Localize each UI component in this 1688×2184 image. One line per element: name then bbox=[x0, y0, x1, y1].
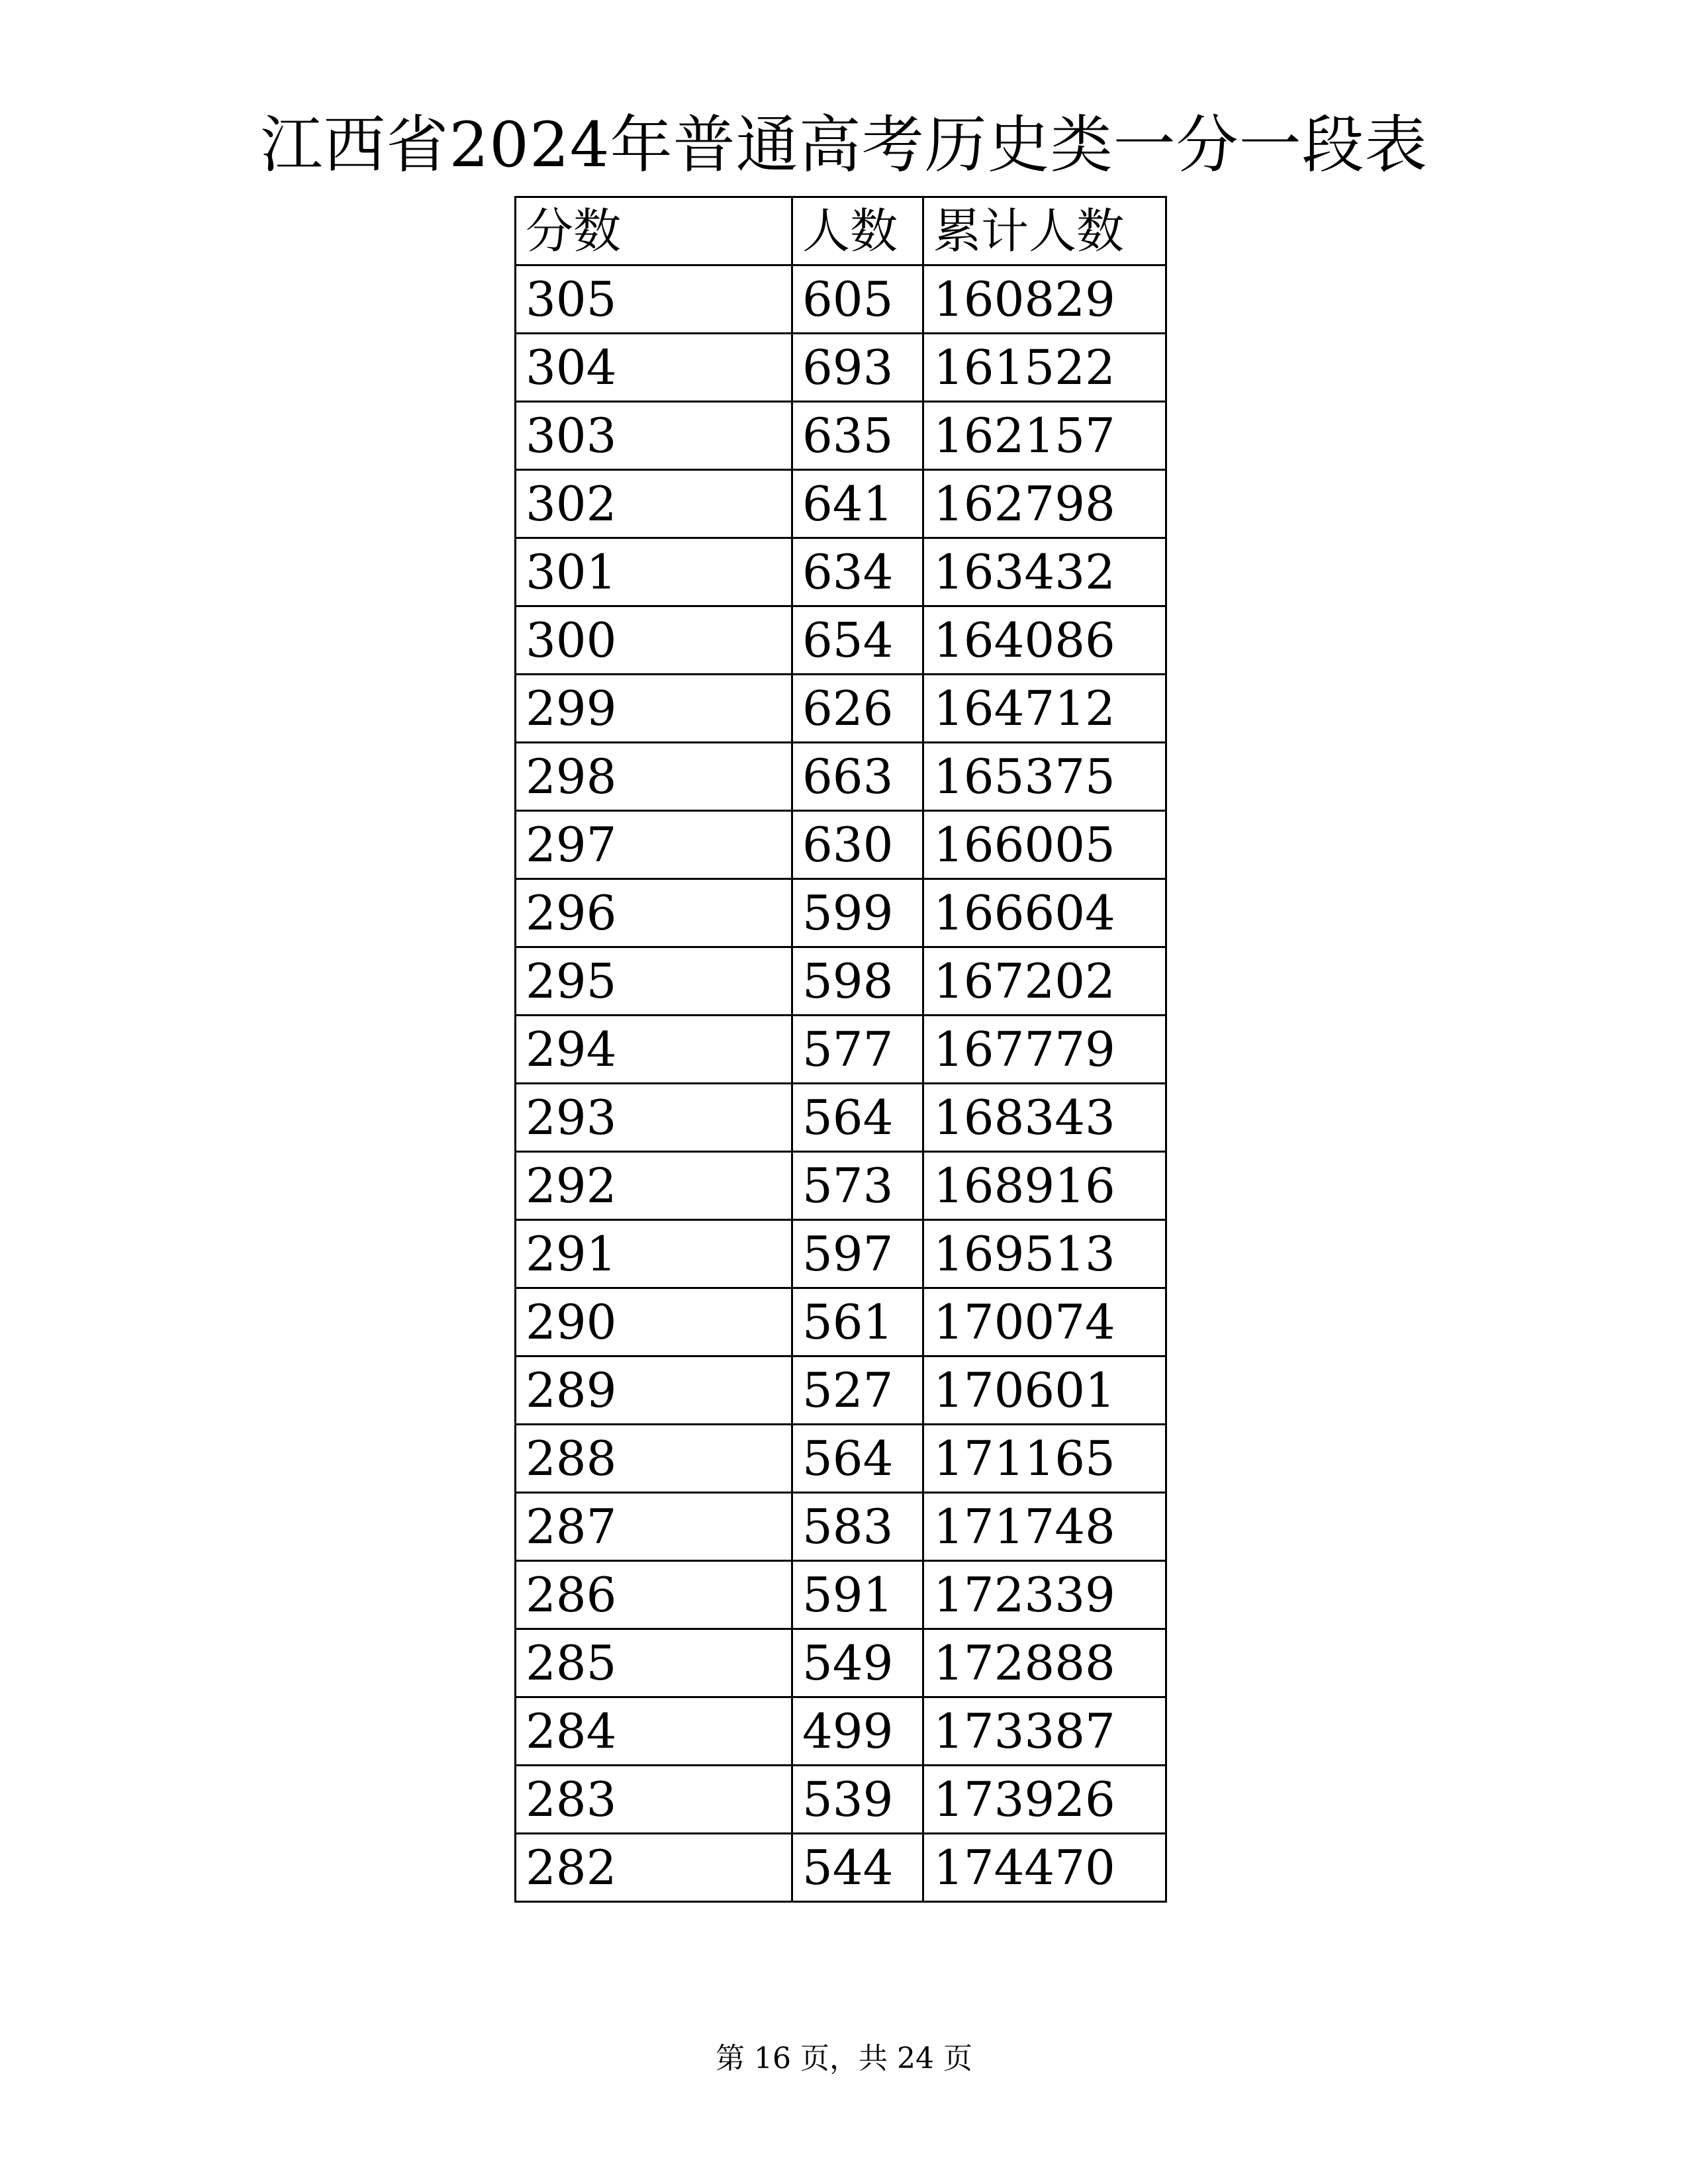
table-row bbox=[516, 1356, 1166, 1425]
cell-cumulative: 161522 bbox=[923, 334, 1166, 402]
cell-cumulative: 171165 bbox=[923, 1425, 1166, 1493]
table-row bbox=[516, 334, 1166, 402]
cell-score: 291 bbox=[516, 1220, 792, 1288]
cell-score: 287 bbox=[516, 1493, 792, 1561]
cell-score: 297 bbox=[516, 811, 792, 879]
cell-count: 630 bbox=[792, 811, 923, 879]
cell-count: 641 bbox=[792, 470, 923, 538]
page-footer: 第 16 页，共 24 页 bbox=[716, 2042, 972, 2075]
table-row bbox=[516, 1561, 1166, 1629]
cell-score: 286 bbox=[516, 1561, 792, 1629]
cell-count: 605 bbox=[792, 265, 923, 334]
cell-cumulative: 168343 bbox=[923, 1084, 1166, 1152]
table-body bbox=[516, 265, 1166, 1902]
cell-cumulative: 168916 bbox=[923, 1152, 1166, 1220]
cell-score: 290 bbox=[516, 1288, 792, 1356]
table-row bbox=[516, 947, 1166, 1016]
cell-count: 634 bbox=[792, 538, 923, 606]
table-row bbox=[516, 1084, 1166, 1152]
cell-score: 288 bbox=[516, 1425, 792, 1493]
cell-cumulative: 163432 bbox=[923, 538, 1166, 606]
table-row bbox=[516, 606, 1166, 675]
cell-score: 305 bbox=[516, 265, 792, 334]
table-row bbox=[516, 1288, 1166, 1356]
table-row bbox=[516, 675, 1166, 743]
cell-score: 298 bbox=[516, 743, 792, 811]
cell-count: 583 bbox=[792, 1493, 923, 1561]
cell-score: 294 bbox=[516, 1016, 792, 1084]
cell-cumulative: 170601 bbox=[923, 1356, 1166, 1425]
cell-count: 573 bbox=[792, 1152, 923, 1220]
table-row bbox=[516, 1425, 1166, 1493]
page-title: 江西省2024年普通高考历史类一分一段表 bbox=[260, 109, 1428, 181]
table-row bbox=[516, 402, 1166, 470]
table-row bbox=[516, 1629, 1166, 1697]
cell-score: 304 bbox=[516, 334, 792, 402]
cell-count: 663 bbox=[792, 743, 923, 811]
cell-cumulative: 164712 bbox=[923, 675, 1166, 743]
cell-cumulative: 170074 bbox=[923, 1288, 1166, 1356]
score-distribution-table bbox=[514, 196, 1167, 1903]
cell-cumulative: 173926 bbox=[923, 1766, 1166, 1834]
table-header-row bbox=[516, 197, 1166, 265]
cell-count: 635 bbox=[792, 402, 923, 470]
cell-score: 285 bbox=[516, 1629, 792, 1697]
header-score: 分数 bbox=[516, 197, 792, 265]
cell-score: 293 bbox=[516, 1084, 792, 1152]
table-row bbox=[516, 1766, 1166, 1834]
cell-count: 654 bbox=[792, 606, 923, 675]
table-row bbox=[516, 743, 1166, 811]
cell-score: 300 bbox=[516, 606, 792, 675]
cell-cumulative: 174470 bbox=[923, 1834, 1166, 1902]
table-row bbox=[516, 1834, 1166, 1902]
table-row bbox=[516, 470, 1166, 538]
table-row bbox=[516, 1697, 1166, 1766]
header-cumulative: 累计人数 bbox=[923, 197, 1166, 265]
cell-score: 303 bbox=[516, 402, 792, 470]
cell-score: 301 bbox=[516, 538, 792, 606]
cell-score: 295 bbox=[516, 947, 792, 1016]
cell-score: 299 bbox=[516, 675, 792, 743]
cell-cumulative: 173387 bbox=[923, 1697, 1166, 1766]
cell-score: 284 bbox=[516, 1697, 792, 1766]
cell-cumulative: 166604 bbox=[923, 879, 1166, 947]
cell-cumulative: 164086 bbox=[923, 606, 1166, 675]
cell-score: 292 bbox=[516, 1152, 792, 1220]
table-row bbox=[516, 538, 1166, 606]
table-row bbox=[516, 265, 1166, 334]
cell-score: 289 bbox=[516, 1356, 792, 1425]
cell-cumulative: 162798 bbox=[923, 470, 1166, 538]
cell-cumulative: 171748 bbox=[923, 1493, 1166, 1561]
table-row bbox=[516, 1220, 1166, 1288]
cell-count: 564 bbox=[792, 1425, 923, 1493]
cell-cumulative: 167202 bbox=[923, 947, 1166, 1016]
cell-count: 598 bbox=[792, 947, 923, 1016]
cell-cumulative: 160829 bbox=[923, 265, 1166, 334]
cell-count: 544 bbox=[792, 1834, 923, 1902]
cell-score: 283 bbox=[516, 1766, 792, 1834]
table-row bbox=[516, 1016, 1166, 1084]
cell-count: 527 bbox=[792, 1356, 923, 1425]
cell-score: 302 bbox=[516, 470, 792, 538]
cell-count: 599 bbox=[792, 879, 923, 947]
cell-count: 561 bbox=[792, 1288, 923, 1356]
cell-score: 296 bbox=[516, 879, 792, 947]
cell-count: 693 bbox=[792, 334, 923, 402]
cell-count: 549 bbox=[792, 1629, 923, 1697]
cell-count: 564 bbox=[792, 1084, 923, 1152]
cell-score: 282 bbox=[516, 1834, 792, 1902]
cell-cumulative: 162157 bbox=[923, 402, 1166, 470]
table-row bbox=[516, 811, 1166, 879]
cell-count: 626 bbox=[792, 675, 923, 743]
table-row bbox=[516, 1152, 1166, 1220]
cell-cumulative: 172888 bbox=[923, 1629, 1166, 1697]
cell-cumulative: 165375 bbox=[923, 743, 1166, 811]
table-row bbox=[516, 879, 1166, 947]
cell-cumulative: 169513 bbox=[923, 1220, 1166, 1288]
cell-cumulative: 166005 bbox=[923, 811, 1166, 879]
header-count: 人数 bbox=[792, 197, 923, 265]
cell-count: 591 bbox=[792, 1561, 923, 1629]
table-row bbox=[516, 1493, 1166, 1561]
cell-count: 539 bbox=[792, 1766, 923, 1834]
cell-count: 597 bbox=[792, 1220, 923, 1288]
cell-cumulative: 167779 bbox=[923, 1016, 1166, 1084]
cell-count: 499 bbox=[792, 1697, 923, 1766]
cell-count: 577 bbox=[792, 1016, 923, 1084]
cell-cumulative: 172339 bbox=[923, 1561, 1166, 1629]
